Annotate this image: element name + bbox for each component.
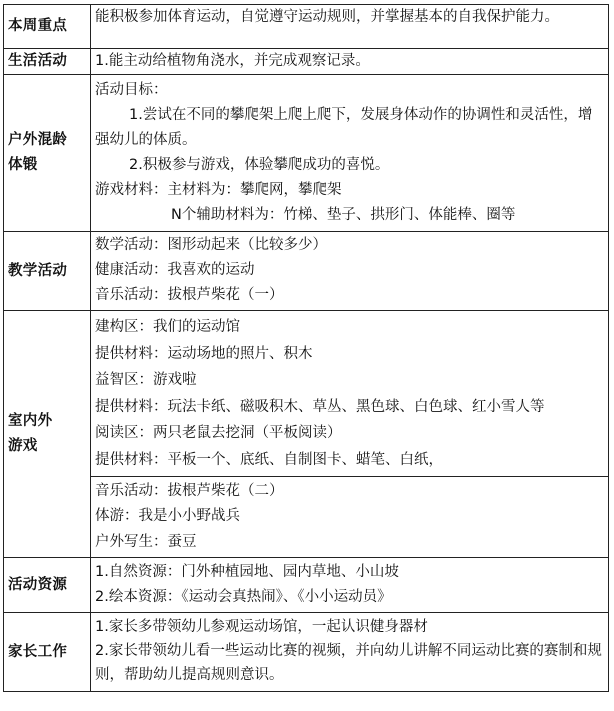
label-indoor-outdoor-games — [4, 311, 91, 558]
label-outdoor-exercise — [4, 75, 91, 232]
area-3: 阅读区：两只老鼠去挖洞（平板阅读） — [95, 425, 342, 442]
row-activity-resources — [4, 558, 609, 613]
area-2: 益智区：游戏啦 — [95, 372, 197, 389]
life-activity-text — [91, 49, 609, 75]
parent-work-content — [91, 613, 609, 692]
label-teaching-activity: 教学活动 — [4, 232, 91, 311]
games-extra-content — [91, 476, 609, 558]
materials-main: 游戏材料：主材料为：攀爬网，攀爬架 — [95, 182, 342, 198]
teaching-item-1: 数学活动：图形动起来（比较多少） — [95, 237, 327, 253]
extra-3: 户外写生：蚕豆 — [95, 533, 197, 550]
weekly-focus-text — [91, 5, 609, 49]
life-activity-line: 1.能主动给植物角浇水，并完成观察记录。 — [95, 53, 370, 69]
area-2-materials: 提供材料：玩法卡纸、磁吸积木、草丛、黑色球、白色球、红小雪人等 — [95, 398, 545, 415]
label-weekly-focus: 本周重点 — [4, 5, 91, 49]
area-1-materials: 提供材料：运动场地的照片、积木 — [95, 345, 313, 362]
goal-1: 1.尝试在不同的攀爬架上爬上爬下，发展身体动作的协调性和灵活性，增强幼儿的体质。 — [95, 107, 593, 148]
weekly-plan-table — [3, 4, 609, 692]
goal-2: 2.积极参与游戏，体验攀爬成功的喜悦。 — [129, 157, 390, 173]
row-weekly-focus — [4, 5, 609, 49]
area-3-materials: 提供材料：平板一个、底纸、自制图卡、蜡笔、白纸， — [95, 451, 443, 468]
parent-item-2: 2.家长带领幼儿看一些运动比赛的视频，并向幼儿讲解不同运动比赛的赛制和规则，帮助幼儿提高规则意识。 — [95, 643, 602, 684]
weekly-focus-line: 能积极参加体育运动，自觉遵守运动规则，并掌握基本的自我保护能力。 — [95, 9, 559, 25]
row-indoor-outdoor-games — [4, 311, 609, 477]
row-parent-work — [4, 613, 609, 692]
label-life-activity: 生活活动 — [4, 49, 91, 75]
activity-resources-content — [91, 558, 609, 613]
label-outdoor-line1: 户外混龄 — [8, 132, 68, 148]
materials-aux: N个辅助材料为：竹梯、垫子、拱形门、体能棒、圈等 — [171, 207, 516, 223]
teaching-item-2: 健康活动：我喜欢的运动 — [95, 262, 255, 278]
extra-2: 体游：我是小小野战兵 — [95, 508, 240, 525]
teaching-item-3: 音乐活动：拔根芦柴花（一） — [95, 287, 284, 303]
label-games-line1: 室内外 — [8, 413, 53, 430]
resource-2: 2.绘本资源：《运动会真热闹》、《小小运动员》 — [95, 589, 392, 606]
label-activity-resources: 活动资源 — [4, 558, 91, 613]
parent-item-1: 1.家长多带领幼儿参观运动场馆，一起认识健身器材 — [95, 619, 428, 636]
label-outdoor-line2: 体锻 — [8, 157, 38, 173]
row-outdoor-exercise — [4, 75, 609, 232]
row-games-extra — [4, 476, 609, 558]
teaching-activity-content — [91, 232, 609, 311]
resource-1: 1.自然资源：门外种植园地、园内草地、小山坡 — [95, 564, 399, 581]
games-areas-content — [91, 311, 609, 477]
row-teaching-activity — [4, 232, 609, 311]
extra-1: 音乐活动：拔根芦柴花（二） — [95, 482, 284, 499]
row-life-activity — [4, 49, 609, 75]
goal-title: 活动目标： — [95, 82, 168, 98]
label-games-line2: 游戏 — [8, 438, 38, 455]
area-1: 建构区：我们的运动馆 — [95, 319, 240, 335]
label-parent-work: 家长工作 — [4, 613, 91, 692]
outdoor-exercise-content — [91, 75, 609, 232]
